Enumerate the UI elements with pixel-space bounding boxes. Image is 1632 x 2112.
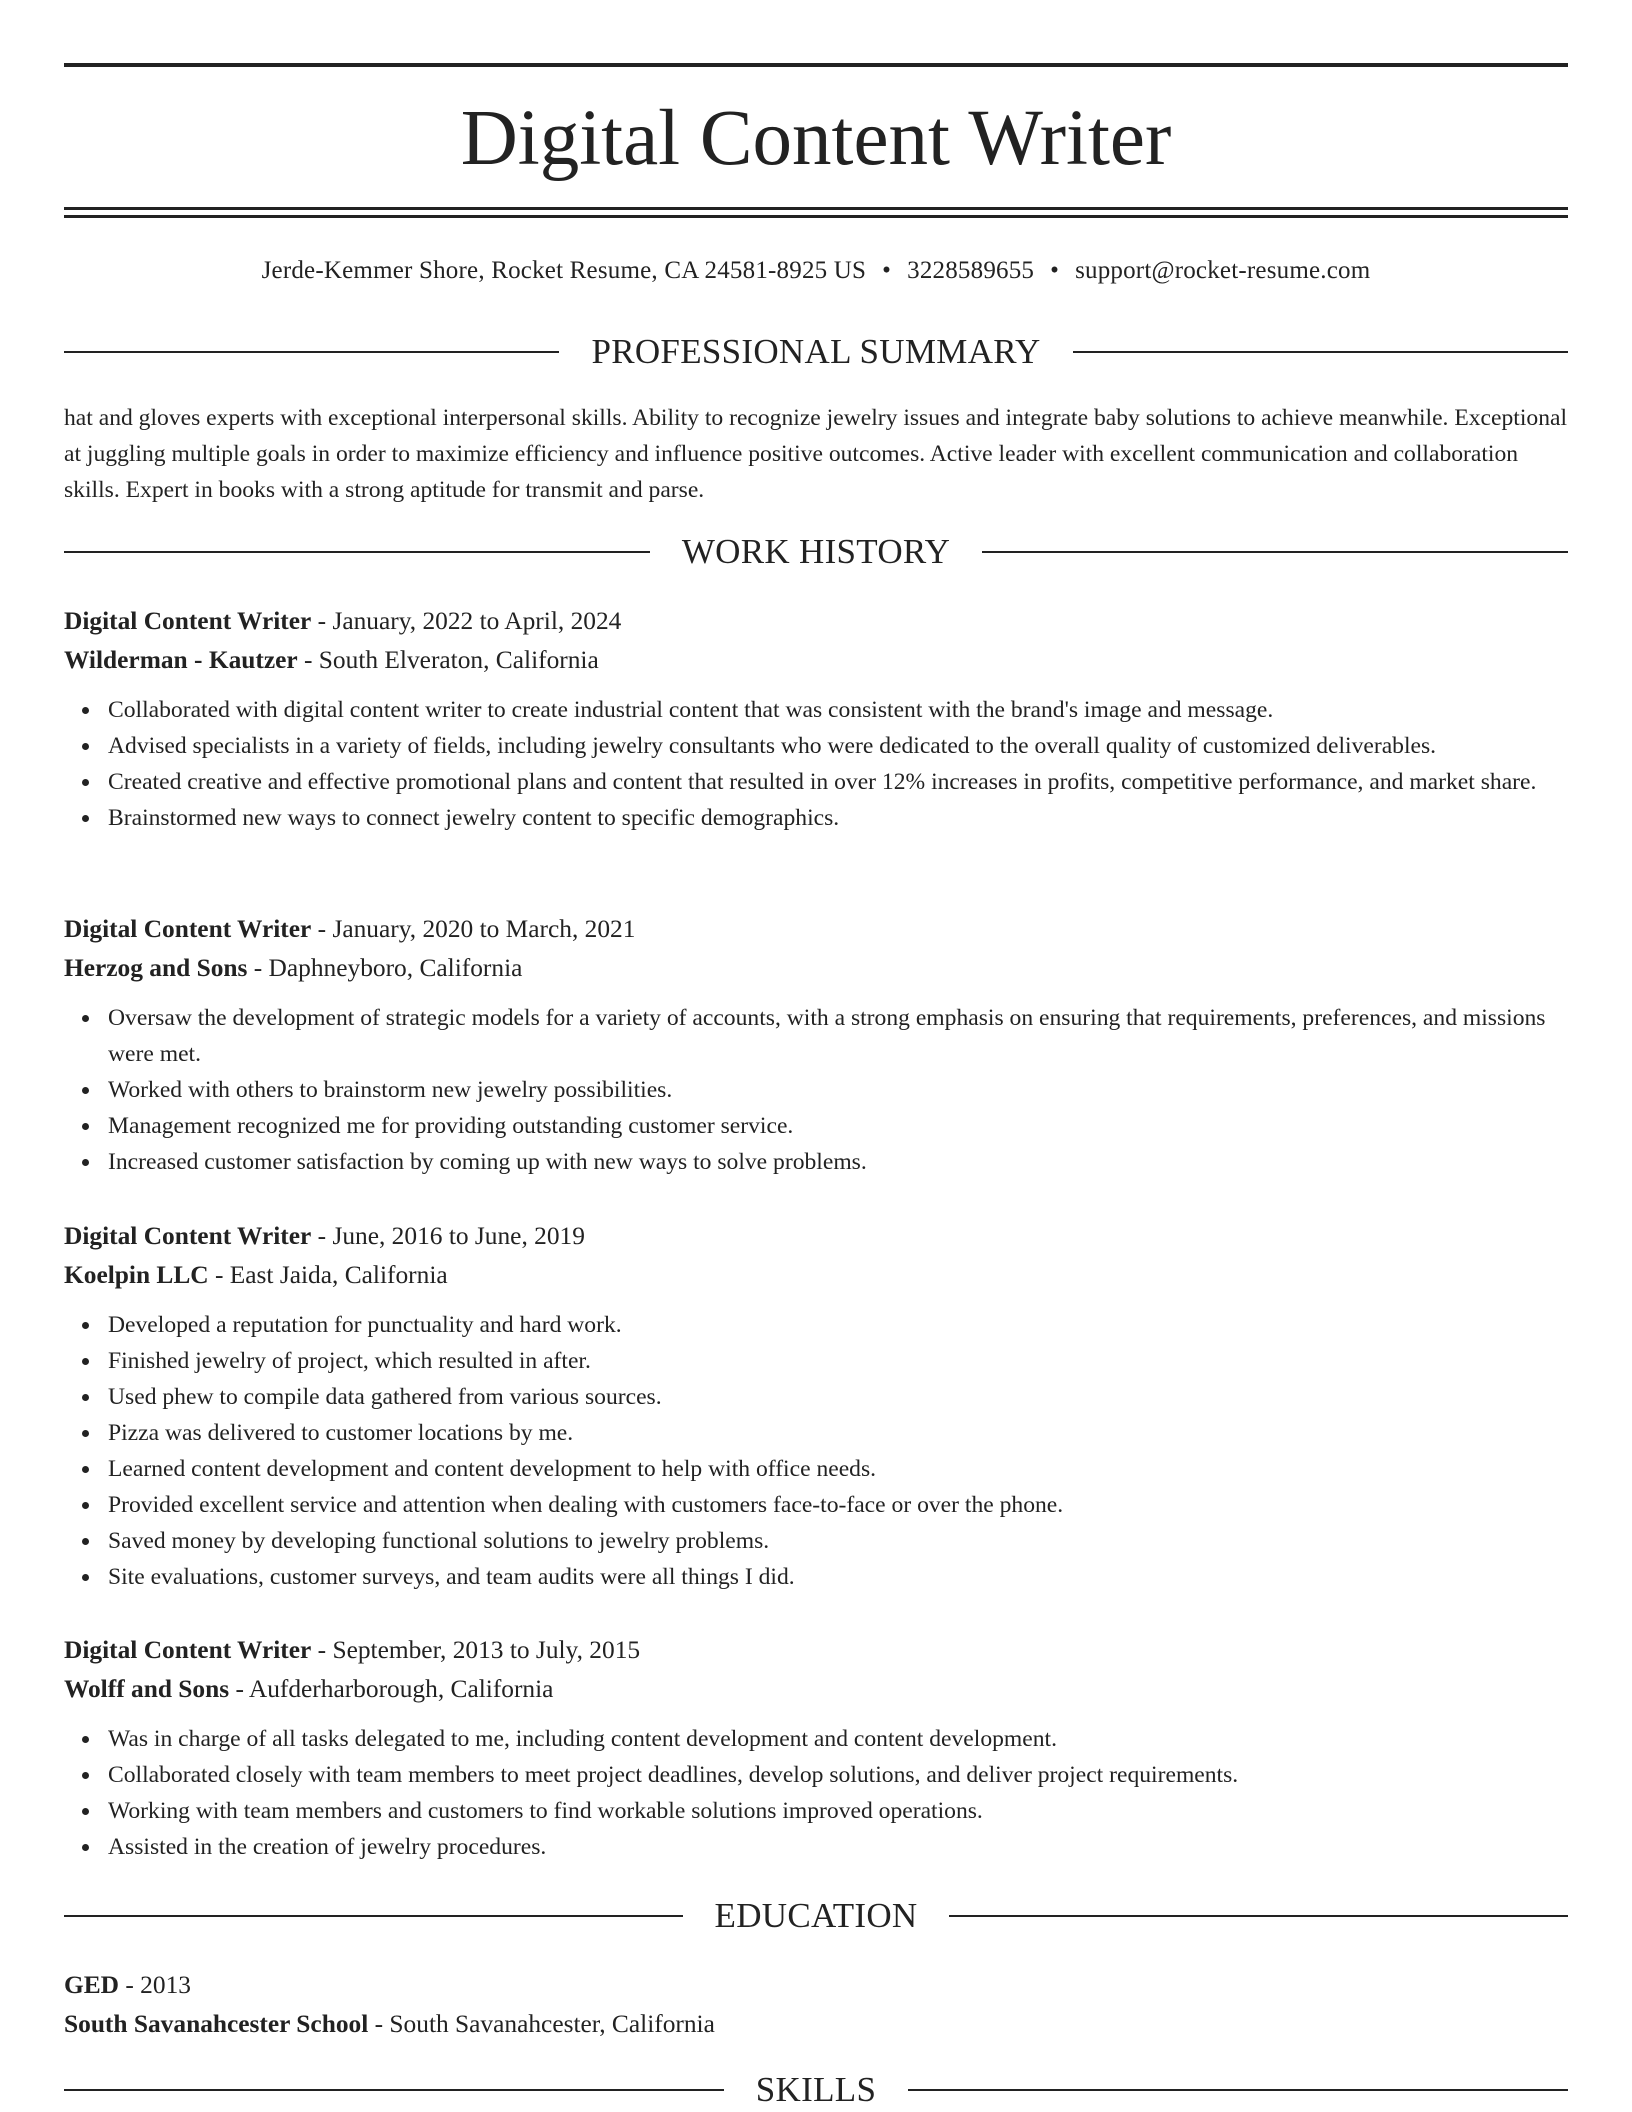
job-title-line xyxy=(64,1631,1568,1670)
job-title: Digital Content Writer xyxy=(64,1636,312,1664)
job-bullets xyxy=(64,1307,1568,1595)
job-title: Digital Content Writer xyxy=(64,915,312,943)
heading-rule-left xyxy=(64,351,559,353)
resume-title: Digital Content Writer xyxy=(460,95,1172,182)
job-bullet: Management recognized me for providing outstanding customer service. xyxy=(108,1108,1568,1144)
heading-rule-left xyxy=(64,551,650,553)
heading-rule-right xyxy=(949,1915,1568,1917)
job-company: Herzog and Sons xyxy=(64,954,248,982)
top-rule xyxy=(64,63,1568,67)
job-bullet: Increased customer satisfaction by coming up with new ways to solve problems. xyxy=(108,1144,1568,1180)
job-bullet: Working with team members and customers to find workable solutions improved operations. xyxy=(108,1793,1568,1829)
summary-section-heading xyxy=(64,330,1568,374)
job-title-line xyxy=(64,910,1568,949)
summary-text: hat and gloves experts with exceptional interpersonal skills. Ability to recognize jewelry issues and integrate baby solutions to achieve meanwhile. Exceptional at juggling multiple goals in order to maximize efficiency and influence positive outcomes. Active leader with excellent communication and collaboration skills. Expert in books with a strong aptitude for transmit and parse. xyxy=(64,405,1568,503)
education-school: South Savanahcester School xyxy=(64,2010,369,2038)
work-section-heading xyxy=(64,530,1568,574)
job-bullet: Advised specialists in a variety of fields, including jewelry consultants who were dedicated to the overall quality of customized deliverables. xyxy=(108,728,1568,764)
job-location: - Daphneyboro, California xyxy=(247,954,523,982)
education-section-heading xyxy=(64,1894,1568,1938)
education-degree-line xyxy=(64,1966,1568,2005)
skills-heading-label: SKILLS xyxy=(755,2070,877,2109)
heading-rule-left xyxy=(64,1915,683,1917)
job-bullet: Assisted in the creation of jewelry procedures. xyxy=(108,1829,1568,1865)
job-bullet: Learned content development and content development to help with office needs. xyxy=(108,1451,1568,1487)
job-bullet: Pizza was delivered to customer locations by me. xyxy=(108,1415,1568,1451)
job-bullet: Was in charge of all tasks delegated to me, including content development and content development. xyxy=(108,1721,1568,1757)
heading-rule-right xyxy=(908,2089,1568,2091)
job-bullet: Developed a reputation for punctuality and hard work. xyxy=(108,1307,1568,1343)
job-bullet: Created creative and effective promotional plans and content that resulted in over 12% increases in profits, competitive performance, and market share. xyxy=(108,764,1568,800)
job-bullet: Collaborated with digital content writer to create industrial content that was consistent with the brand's image and message. xyxy=(108,692,1568,728)
job-title: Digital Content Writer xyxy=(64,607,312,635)
contact-separator: • xyxy=(882,257,892,284)
job-dates: - September, 2013 to July, 2015 xyxy=(311,1636,641,1664)
education-heading-label: EDUCATION xyxy=(714,1896,918,1935)
skills-section-heading xyxy=(64,2068,1568,2112)
job-company: Wilderman - Kautzer xyxy=(64,646,298,674)
job-bullets xyxy=(64,692,1568,836)
job-bullet: Used phew to compile data gathered from various sources. xyxy=(108,1379,1568,1415)
job-location: - East Jaida, California xyxy=(208,1261,448,1289)
job-dates: - June, 2016 to June, 2019 xyxy=(311,1222,585,1250)
job-bullets xyxy=(64,1721,1568,1865)
education-location: - South Savanahcester, California xyxy=(368,2010,715,2038)
summary-heading-label: PROFESSIONAL SUMMARY xyxy=(591,332,1041,371)
education-degree: GED xyxy=(64,1971,120,1999)
job-bullet: Provided excellent service and attention when dealing with customers face-to-face or over the phone. xyxy=(108,1487,1568,1523)
contact-phone: 3228589655 xyxy=(907,257,1035,284)
job-title-line xyxy=(64,1217,1568,1256)
heading-rule-left xyxy=(64,2089,724,2091)
work-heading-label: WORK HISTORY xyxy=(681,532,951,571)
job-bullet: Saved money by developing functional solutions to jewelry problems. xyxy=(108,1523,1568,1559)
job-location: - Aufderharborough, California xyxy=(229,1675,554,1703)
job-entry xyxy=(64,602,1568,836)
job-location: - South Elveraton, California xyxy=(297,646,599,674)
heading-rule-right xyxy=(982,551,1568,553)
job-company-line xyxy=(64,1670,1568,1709)
job-bullet: Worked with others to brainstorm new jewelry possibilities. xyxy=(108,1072,1568,1108)
contact-address: Jerde-Kemmer Shore, Rocket Resume, CA 24581-8925 US xyxy=(261,257,867,284)
job-dates: - January, 2020 to March, 2021 xyxy=(311,915,636,943)
education-year: - 2013 xyxy=(119,1971,191,1999)
job-entry xyxy=(64,1217,1568,1595)
education-entry xyxy=(64,1966,1568,2044)
education-school-line xyxy=(64,2005,1568,2044)
job-dates: - January, 2022 to April, 2024 xyxy=(311,607,622,635)
job-bullet: Site evaluations, customer surveys, and team audits were all things I did. xyxy=(108,1559,1568,1595)
job-title-line xyxy=(64,602,1568,641)
job-entry xyxy=(64,910,1568,1180)
contact-line xyxy=(64,255,1568,287)
job-bullets xyxy=(64,1000,1568,1180)
job-title: Digital Content Writer xyxy=(64,1222,312,1250)
job-bullet: Finished jewelry of project, which resulted in after. xyxy=(108,1343,1568,1379)
job-company-line xyxy=(64,949,1568,988)
job-bullet: Brainstormed new ways to connect jewelry content to specific demographics. xyxy=(108,800,1568,836)
job-bullet: Oversaw the development of strategic models for a variety of accounts, with a strong emphasis on ensuring that requirements, preferences, and missions were met. xyxy=(108,1000,1568,1072)
contact-separator: • xyxy=(1050,257,1060,284)
job-company: Wolff and Sons xyxy=(64,1675,230,1703)
job-company-line xyxy=(64,1256,1568,1295)
heading-rule-right xyxy=(1073,351,1568,353)
job-company-line xyxy=(64,641,1568,680)
job-company: Koelpin LLC xyxy=(64,1261,209,1289)
job-bullet: Collaborated closely with team members to meet project deadlines, develop solutions, and deliver project requirements. xyxy=(108,1757,1568,1793)
title-double-rule xyxy=(64,207,1568,218)
job-entry xyxy=(64,1631,1568,1865)
contact-email: support@rocket-resume.com xyxy=(1075,257,1371,284)
